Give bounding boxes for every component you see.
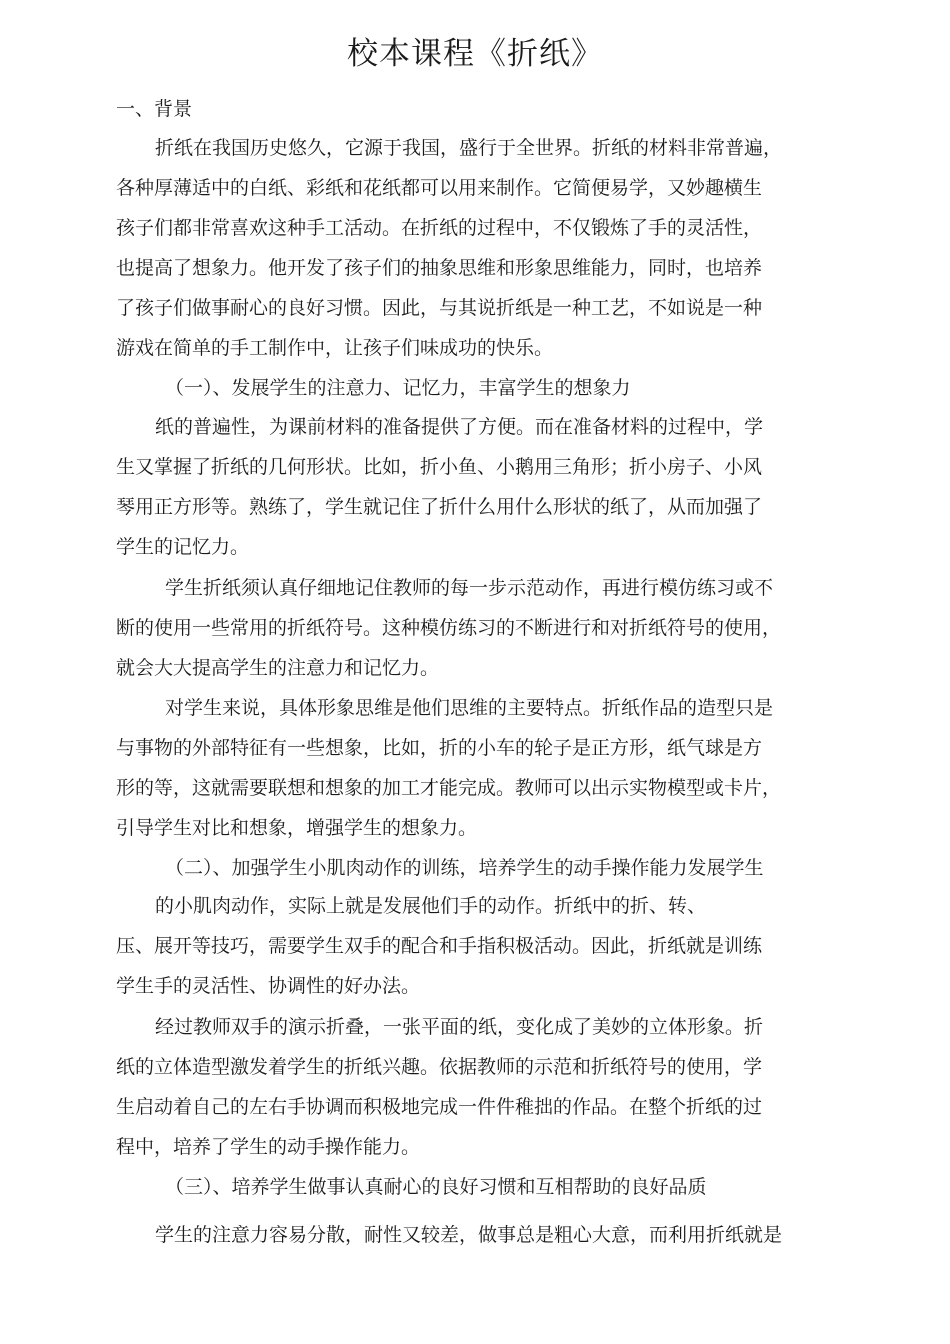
paragraph-line: 孩子们都非常喜欢这种手工活动。在折纸的过程中，不仅锻炼了手的灵活性， <box>116 217 763 239</box>
paragraph-line: 形的等，这就需要联想和想象的加工才能完成。教师可以出示实物模型或卡片， <box>116 777 782 799</box>
paragraph-line: 各种厚薄适中的白纸、彩纸和花纸都可以用来制作。它简便易学，又妙趣横生 <box>116 177 763 199</box>
paragraph-line: 压、展开等技巧，需要学生双手的配合和手指积极活动。因此，折纸就是训练 <box>116 935 763 957</box>
paragraph-line: 也提高了想象力。他开发了孩子们的抽象思维和形象思维能力，同时，也培养 <box>116 257 763 279</box>
paragraph-line: 纸的普遍性，为课前材料的准备提供了方便。而在准备材料的过程中，学 <box>155 416 764 438</box>
paragraph-line: 学生的记忆力。 <box>116 536 250 558</box>
section-heading-3: （三）、培养学生做事认真耐心的良好习惯和互相帮助的良好品质 <box>165 1176 707 1198</box>
document-title: 校本课程《折纸》 <box>347 36 603 72</box>
paragraph-line: 对学生来说，具体形象思维是他们思维的主要特点。折纸作品的造型只是 <box>165 697 774 719</box>
paragraph-line: 纸的立体造型激发着学生的折纸兴趣。依据教师的示范和折纸符号的使用，学 <box>116 1056 763 1078</box>
section-heading-2: （二）、加强学生小肌肉动作的训练，培养学生的动手操作能力发展学生 <box>165 857 764 879</box>
paragraph-line: 与事物的外部特征有一些想象，比如，折的小车的轮子是正方形，纸气球是方 <box>116 737 763 759</box>
paragraph-line: 断的使用一些常用的折纸符号。这种模仿练习的不断进行和对折纸符号的使用， <box>116 617 782 639</box>
paragraph-line: 生启动着自己的左右手协调而积极地完成一件件稚拙的作品。在整个折纸的过 <box>116 1096 763 1118</box>
paragraph-line: 学生手的灵活性、协调性的好办法。 <box>116 975 421 997</box>
section-heading-1: （一）、发展学生的注意力、记忆力，丰富学生的想象力 <box>165 377 631 399</box>
paragraph-line: 生又掌握了折纸的几何形状。比如，折小鱼、小鹅用三角形；折小房子、小风 <box>116 456 763 478</box>
paragraph-line: 折纸在我国历史悠久，它源于我国，盛行于全世界。折纸的材料非常普遍， <box>155 137 783 159</box>
paragraph-line: 游戏在简单的手工制作中，让孩子们味成功的快乐。 <box>116 337 554 359</box>
paragraph-line: 程中，培养了学生的动手操作能力。 <box>116 1136 421 1158</box>
paragraph-line: 就会大大提高学生的注意力和记忆力。 <box>116 657 440 679</box>
paragraph-line: 琴用正方形等。熟练了，学生就记住了折什么用什么形状的纸了，从而加强了 <box>116 496 763 518</box>
paragraph-line: 引导学生对比和想象，增强学生的想象力。 <box>116 817 478 839</box>
paragraph-line: 学生折纸须认真仔细地记住教师的每一步示范动作，再进行模仿练习或不 <box>165 577 774 599</box>
paragraph-line: 经过教师双手的演示折叠，一张平面的纸，变化成了美妙的立体形象。折 <box>155 1016 764 1038</box>
paragraph-line: 了孩子们做事耐心的良好习惯。因此，与其说折纸是一种工艺，不如说是一种 <box>116 297 763 319</box>
paragraph-line: 学生的注意力容易分散，耐性又较差，做事总是粗心大意，而利用折纸就是 <box>155 1224 783 1246</box>
paragraph-line: 的小肌肉动作，实际上就是发展他们手的动作。折纸中的折、转、 <box>155 895 707 917</box>
section-heading-background: 一、背景 <box>116 98 193 120</box>
